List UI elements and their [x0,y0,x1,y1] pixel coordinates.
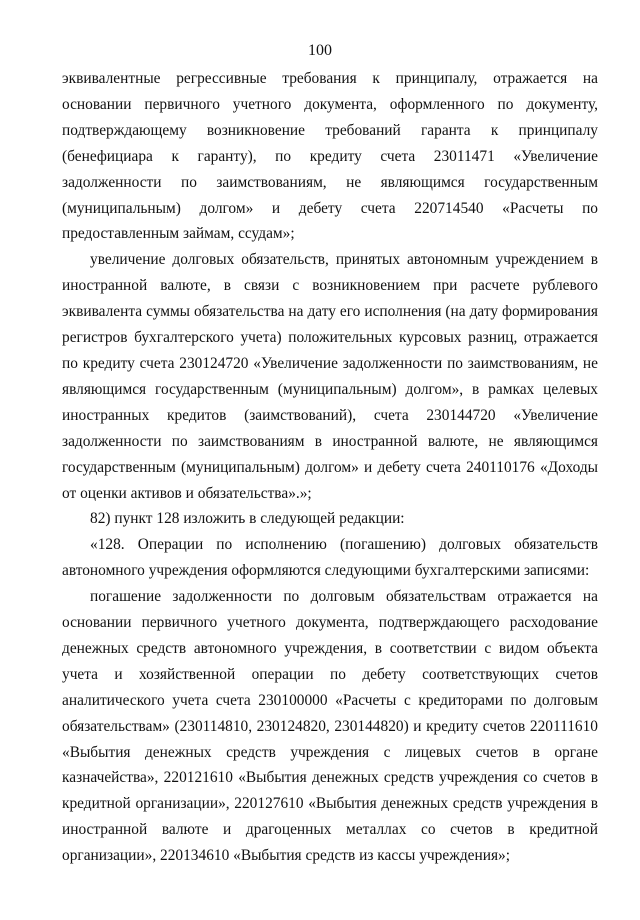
paragraph-debt-repayment: погашение задолженности по долговым обязательствам отражается на основании первичного учетного документа, подтверждающего расходование денежных средств автономного учреждения, в соответствии с видом объекта учета и хозяйственной операции по дебету соответствующих счетов аналитического учета счета 230100000 «Расчеты с кредиторами по долговым обязательствам» (230114810, 230124820, 230144820) и кредиту счетов 220111610 «Выбытия денежных средств учреждения с лицевых счетов в органе казначейства», 220121610 «Выбытия денежных средств учреждения со счетов в кредитной организации», 220127610 «Выбытия денежных средств учреждения в иностранной валюте и драгоценных металлах со счетов в кредитной организации», 220134610 «Выбытия средств из кассы учреждения»; [62,588,598,865]
paragraph-clause-128: «128. Операции по исполнению (погашению) долговых обязательств автономного учреждения оформляются следующими бухгалтерскими записями: [62,536,598,580]
paragraph-amendment-82: 82) пункт 128 изложить в следующей редакции: [90,510,405,528]
paragraph-continuation: эквивалентные регрессивные требования к принципалу, отражается на основании первичного учетного документа, оформленного по документу, подтверждающему возникновение требований гаранта к принципалу (бенефициара к гаранту), по кредиту счета 23011471 «Увеличение задолженности по заимствованиям, не являющимся государственным (муниципальным) долгом» и дебету счета 220714540 «Расчеты по предоставленным займам, ссудам»; [62,70,598,243]
page-number: 100 [308,42,332,59]
document-body [62,66,598,869]
paragraph-debt-increase: увеличение долговых обязательств, принятых автономным учреждением в иностранной валюте, в связи с возникновением при расчете рублевого эквивалента суммы обязательства на дату его исполнения (на дату формирования регистров бухгалтерского учета) положительных курсовых разниц, отражается по кредиту счета 230124720 «Увеличение задолженности по заимствованиям, не являющимся государственным (муниципальным) долгом», в рамках целевых иностранных кредитов (заимствований), счета 230144720 «Увеличение задолженности по заимствованиям в иностранной валюте, не являющимся государственным (муниципальным) долгом» и дебету счета 240110176 «Доходы от оценки активов и обязательства».»; [62,251,598,502]
